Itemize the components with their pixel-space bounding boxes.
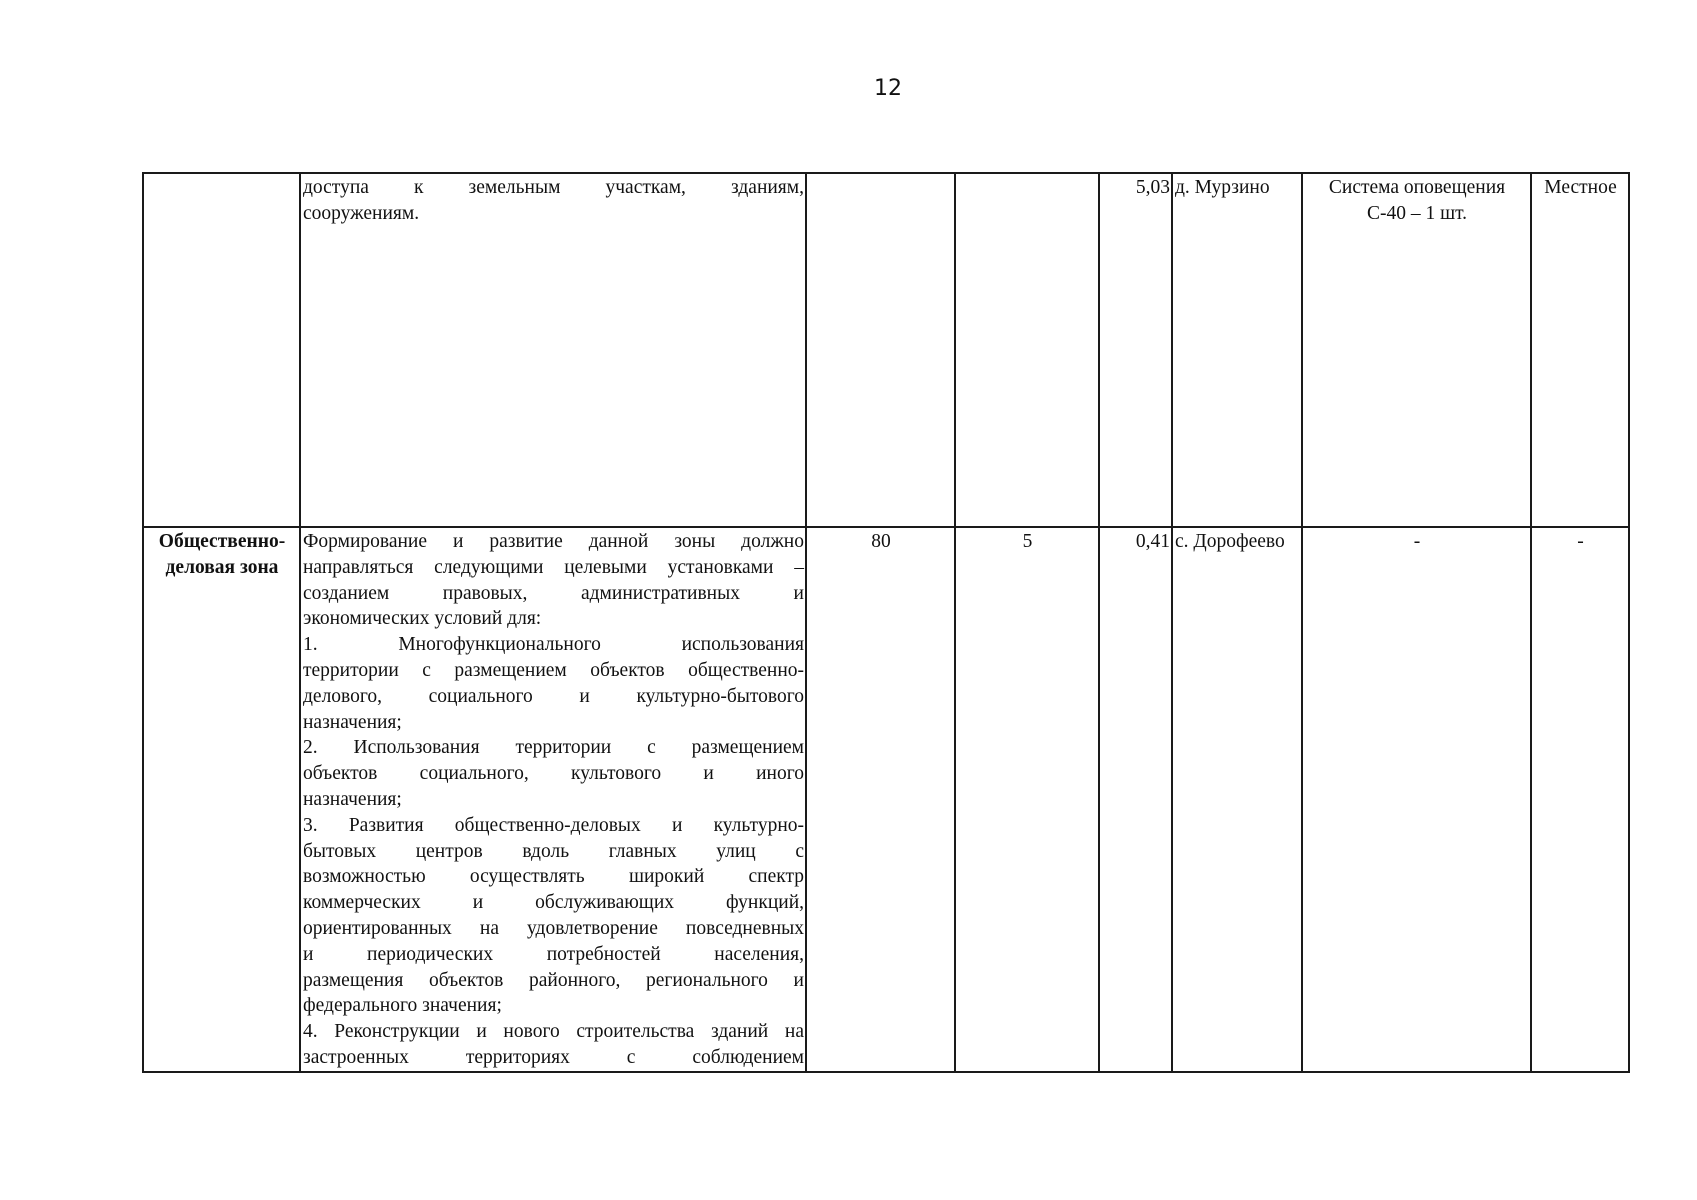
zones-table bbox=[142, 172, 1630, 1073]
description-line: экономических условий для: bbox=[303, 608, 542, 630]
settlement-cell: с. Дорофеево bbox=[1172, 527, 1302, 1072]
description-line: назначения; bbox=[303, 788, 402, 810]
value-cell-col5: 5,03 bbox=[1099, 173, 1172, 527]
settlement-cell: д. Мурзино bbox=[1172, 173, 1302, 527]
system-line: Система оповещения bbox=[1328, 177, 1506, 198]
zone-description-cell bbox=[300, 173, 806, 527]
value-cell-col3: 80 bbox=[806, 527, 955, 1072]
description-line: Формирование и развитие данной зоны должно bbox=[303, 531, 804, 552]
system-line: С-40 – 1 шт. bbox=[1366, 202, 1468, 224]
description-line: направляться следующими целевыми установками – bbox=[303, 556, 804, 578]
description-line: делового, социального и культурно-бытового bbox=[303, 685, 804, 707]
description-line: территории с размещением объектов общественно- bbox=[303, 659, 804, 681]
zone-name-line: деловая зона bbox=[165, 556, 279, 578]
description-line: объектов социального, культового и иного bbox=[303, 763, 804, 785]
description-line: федерального значения; bbox=[303, 995, 502, 1017]
description-line: размещения объектов районного, регионального и bbox=[303, 969, 804, 991]
value-cell-col4 bbox=[955, 173, 1099, 527]
zone-name-cell bbox=[143, 173, 300, 527]
description-line: застроенных территориях с соблюдением bbox=[303, 1046, 804, 1068]
description-line: 1. Многофункционального использования bbox=[303, 634, 804, 656]
level-cell: Местное bbox=[1531, 173, 1629, 527]
description-line: созданием правовых, административных и bbox=[303, 582, 804, 604]
zone-description-cell bbox=[300, 527, 806, 1072]
table-row bbox=[143, 527, 1629, 1072]
description-line: бытовых центров вдоль главных улиц с bbox=[303, 840, 804, 862]
page-number: 12 bbox=[874, 76, 902, 101]
description-line: 2. Использования территории с размещением bbox=[303, 737, 804, 759]
description-line: коммерческих и обслуживающих функций, bbox=[303, 892, 804, 914]
zone-name-cell bbox=[143, 527, 300, 1072]
value-cell-col5: 0,41 bbox=[1099, 527, 1172, 1072]
description-line: возможностью осуществлять широкий спектр bbox=[303, 866, 804, 888]
level-cell: - bbox=[1531, 527, 1629, 1072]
table-row bbox=[143, 173, 1629, 527]
value-cell-col4: 5 bbox=[955, 527, 1099, 1072]
description-line: назначения; bbox=[303, 711, 402, 733]
description-line: доступа к земельным участкам, зданиям, bbox=[303, 177, 804, 198]
zone-name-line: Общественно- bbox=[158, 531, 286, 552]
description-line: сооружениям. bbox=[303, 202, 420, 224]
description-line: 3. Развития общественно-деловых и культурно- bbox=[303, 814, 804, 836]
system-cell: - bbox=[1302, 527, 1531, 1072]
system-cell bbox=[1302, 173, 1531, 527]
description-line: ориентированных на удовлетворение повседневных bbox=[303, 917, 804, 939]
description-line: 4. Реконструкции и нового строительства зданий на bbox=[303, 1021, 804, 1043]
description-line: и периодических потребностей населения, bbox=[303, 943, 804, 965]
value-cell-col3 bbox=[806, 173, 955, 527]
